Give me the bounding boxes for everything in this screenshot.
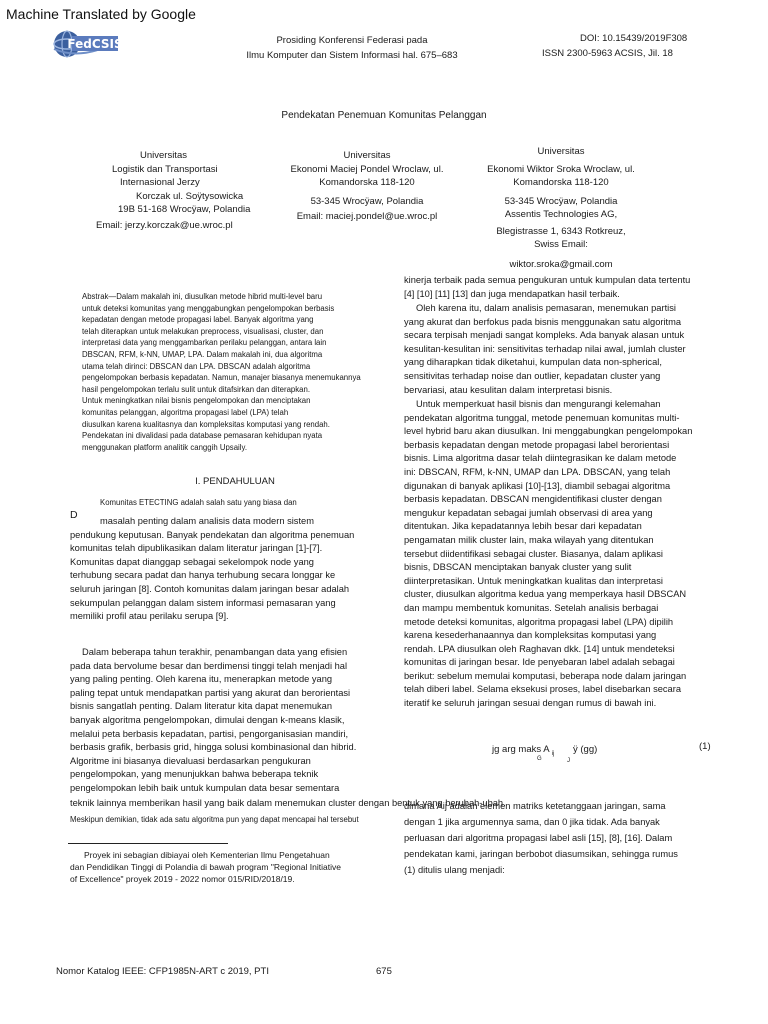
- footer-catalog: Nomor Katalog IEEE: CFP1985N-ART c 2019, PTI: [56, 966, 269, 977]
- footnote-rule: [68, 843, 228, 844]
- conference-line-1: Prosiding Konferensi Federasi pada: [276, 35, 428, 46]
- right-paragraph-1: kinerja terbaik pada semua pengukuran untuk kumpulan data tertentu [4] [10] [11] [13] dan juga mendapatkan hasil terbaik.: [404, 275, 691, 299]
- issn: ISSN 2300-5963 ACSIS, Jil. 18: [542, 48, 673, 59]
- intro-paragraph-1: masalah penting dalam analisis data modern sistem pendukung keputusan. Banyak pendekatan dan algoritma penemuan komunitas telah dipublikasikan dalam literatur jaringan [1]-[7]. Komunitas dapat dianggap sebagai sekelompok node yang terhubung secara padat dan hanya terhubung secara longgar ke seluruh jaringan [8]. Contoh komunitas dalam jaringan besar adalah sekumpulan pelanggan dalam sistem informasi pemasaran yang memiliki profil atau perilaku serupa [9].: [70, 516, 355, 622]
- overflow-small-line: Meskipun demikian, tidak ada satu algoritma pun yang dapat mencapai hal tersebut: [70, 815, 359, 824]
- right-paragraph-3: Untuk memperkuat hasil bisnis dan mengurangi kelemahan pendekatan algoritma tunggal, metode penemuan komunitas multi- level hybrid baru akan diusulkan. Ini menggabungkan pengelompokan berbasis kepadatan dengan metode propagasi label berorientasi bisnis. Lima algoritma dasar telah diintegrasikan ke dalam metode ini: DBSCAN, RFM, k-NN, UMAP dan LPA. DBSCAN, yang telah digunakan di banyak aplikasi [10]-[13], diambil sebagai algoritma berbasis kepadatan. DBSCAN mengidentifikasi cluster dengan mengukur kepadatan sebagai jumlah observasi di area yang ditentukan. Jika kepadatannya lebih besar dari kepadatan pengamatan milik cluster lain, maka wilayah yang ditentukan tersebut diidentifikasi sebagai cluster. Biasanya, dalam aplikasi bisnis, DBSCAN menciptakan banyak cluster yang sulit diinterpretasikan. Untuk meningkatkan kualitas dan interpretasi cluster, diusulkan algoritma kedua yang memperkaya hasil DBSCAN dan mampu membentuk komunitas. Setelah analisis berbagai metode deteksi komunitas, algoritma propagasi label (LPA) dipilih karena kesederhanaannya dan kompleksitas komputasi yang rendah. LPA diusulkan oleh Raghavan dkk. [14] untuk mendeteksi komunitas di jaringan besar. Ide penyebaran label adalah sebagai berikut: sebelum memulai komputasi, beberapa node dalam jaringan telah diberi label. Selama eksekusi proses, label disebarkan secara iteratif ke seluruh jaringan sesuai dengan rumus di bawah ini.: [404, 399, 693, 709]
- conference-line-2: Ilmu Komputer dan Sistem Informasi hal. 675–683: [246, 50, 458, 61]
- paper-title: Pendekatan Penemuan Komunitas Pelanggan: [281, 110, 487, 121]
- equation-number: (1): [699, 741, 711, 752]
- svg-text:FedCSIS: FedCSIS: [67, 37, 120, 51]
- author-2: Universitas Ekonomi Maciej Pondel Wroclaw, ul. Komandorska 118-120 53-345 Wrocÿaw, Polandia Email: maciej.pondel@ue.wroc.pl: [283, 149, 451, 224]
- section-heading-introduction: I. PENDAHULUAN: [195, 476, 275, 487]
- intro-paragraph-2: Dalam beberapa tahun terakhir, penambangan data yang efisien pada data bervolume besar dan berdimensi tinggi telah menjadi hal yang paling penting. Oleh karena itu, menerapkan metode yang paling tepat untuk mendapatkan partisi yang akurat dan berorientasi bisnis sangatlah penting. Dalam literatur kita dapat menemukan banyak algoritma pengelompokan, dimulai dengan k-means klasik, melalui peta berbasis kepadatan, partisi, pengorganisasian mandiri, berbasis grafik, berbasis grid, hingga solusi kombinasional dan hibrid. Algoritme ini biasanya dievaluasi berdasarkan pengukuran pengelompokan, yang menunjukkan bahwa beberapa teknik pengelompokan lebih baik untuk kumpulan data besar sementara: [70, 647, 357, 793]
- doi: DOI: 10.15439/2019F308: [580, 33, 688, 44]
- fedcsis-logo: [52, 27, 120, 61]
- equation-subscript-j: J: [567, 758, 570, 764]
- abstract: Abstrak—Dalam makalah ini, diusulkan metode hibrid multi-level baru untuk deteksi komunitas yang menggabungkan pengelompokan berbasis kepadatan dengan metode propagasi label. Banyak algoritma yang telah diterapkan untuk melakukan preprocess, visualisasi, cluster, dan interpretasi data yang menggambarkan perilaku pelanggan, antara lain DBSCAN, RFM, k-NN, UMAP, LPA. Dalam makalah ini, dua algoritma utama telah dirinci: DBSCAN dan LPA. DBSCAN adalah algoritma pengelompokan berbasis kepadatan. Namun, manajer biasanya menemukannya hasil pengelompokan terlalu sulit untuk ditafsirkan dan diterapkan. Untuk meningkatkan nilai bisnis pengelompokan dan menciptakan komunitas pelanggan, algoritma propagasi label (LPA) telah diusulkan karena kualitasnya dan kompleksitas komputasi yang rendah. Pendekatan ini divalidasi pada database pemasaran kehidupan nyata menggunakan platform analitik canggih Upsaily.: [82, 292, 361, 452]
- page-number: 675: [376, 966, 392, 977]
- equation-1: jg arg maks A $_{ij}$ ÿ (gg): [492, 744, 598, 757]
- overflow-line: teknik lainnya memberikan hasil yang baik dalam menemukan cluster dengan bentuk yang berubah-ubah.: [70, 798, 506, 808]
- intro-small-line: Komunitas ETECTING adalah salah satu yang biasa dan: [100, 498, 297, 507]
- author-2-email: Email: maciej.pondel@ue.wroc.pl: [296, 211, 438, 222]
- author-1-email: Email: jerzy.korczak@ue.wroc.pl: [96, 219, 233, 231]
- author-3-email: wiktor.sroka@gmail.com: [509, 258, 613, 270]
- dropcap: D: [70, 509, 78, 521]
- right-paragraph-4: dimana Aij adalah elemen matriks ketetanggaan jaringan, sama dengan 1 jika argumennya sama, dan 0 jika tidak. Ada banyak perluasan dari algoritma propagasi label asli [15], [8], [16]. Dalam pendekatan kami, jaringan berbobot diasumsikan, sehingga rumus (1) ditulis ulang menjadi:: [404, 801, 678, 875]
- footnote: Proyek ini sebagian dibiayai oleh Kementerian Ilmu Pengetahuan dan Pendidikan Tinggi di Polandia di bawah program "Regional Initiative of Excellence" proyek 2019 - 2022 nomor 015/RID/2018/19.: [70, 850, 341, 884]
- machine-translated-banner: Machine Translated by Google: [6, 6, 196, 22]
- equation-subscript-g: G: [537, 756, 542, 762]
- author-1: Universitas Logistik dan Transportasi Internasional Jerzy Korczak ul. Soÿtysowicka 19B 51-168 Wrocÿaw, Polandia Email: jerzy.korczak@ue.wroc.pl: [96, 150, 251, 231]
- conference-header: [232, 33, 472, 63]
- author-3: Universitas Ekonomi Wiktor Sroka Wroclaw, ul. Komandorska 118-120 53-345 Wrocÿaw, Polandia Assentis Technologies AG, Blegistrasse 1, 6343 Rotkreuz, Swiss Email: wiktor.sroka@gmail.com: [476, 145, 646, 271]
- doi-block: [542, 31, 688, 61]
- right-paragraph-2: Oleh karena itu, dalam analisis pemasaran, menemukan partisi yang akurat dan berfokus pada bisnis menggunakan satu algoritma secara terpisah menjadi sangat kompleks. Ada banyak alasan untuk kesulitan-kesulitan ini: sensitivitas terhadap nilai awal, jumlah cluster yang diharapkan tidak diketahui, kumpulan data non-spherical, sensitivitas terhadap noise dan outlier, kepadatan cluster yang bervariasi, atau kesulitan dalam interpretasi bisnis.: [404, 303, 686, 395]
